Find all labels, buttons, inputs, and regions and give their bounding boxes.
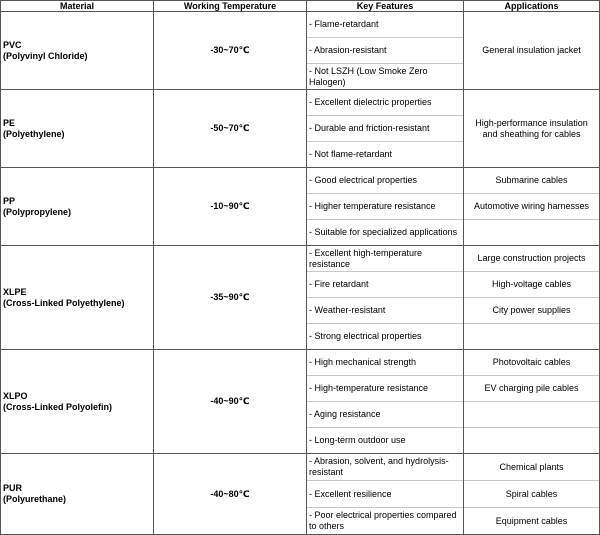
feature-item: - Good electrical properties [307,168,463,194]
feature-item: - Strong electrical properties [309,331,422,341]
feature-item: - Abrasion-resistant [307,38,463,64]
application-item: Large construction projects [464,246,599,272]
application-item [464,324,599,349]
header-applications: Applications [464,0,600,12]
material-cell [0,454,154,535]
applications-cell [464,246,600,350]
features-cell [307,12,464,90]
header-material: Material [0,0,154,12]
features-cell [307,350,464,454]
feature-item: - Excellent high-temperature resistance [307,246,463,272]
temperature-cell: -40~80℃ [154,454,307,535]
header-temperature: Working Temperature [154,0,307,12]
feature-item: - Not LSZH (Low Smoke Zero Halogen) [309,65,428,87]
application-item: Chemical plants [464,454,599,481]
feature-item: - Long-term outdoor use [309,435,406,445]
features-cell [307,168,464,246]
features-cell [307,454,464,535]
feature-item: - Flame-retardant [307,12,463,38]
material-code: PP [3,195,16,206]
applications-cell [464,350,600,454]
header-features: Key Features [307,0,464,12]
material-name: (Cross-Linked Polyethylene) [3,297,125,308]
application-item: High-performance insulation and sheathing for cables [475,117,588,139]
material-name: (Polypropylene) [3,206,72,217]
temperature-cell: -35~90℃ [154,246,307,350]
application-item: City power supplies [464,298,599,324]
feature-item: - Weather-resistant [307,298,463,324]
feature-item: - Aging resistance [307,402,463,428]
applications-cell [464,12,600,90]
material-cell [0,12,154,90]
application-item: EV charging pile cables [464,376,599,402]
temperature-cell: -10~90℃ [154,168,307,246]
material-code: PE [3,117,16,128]
material-code: XLPO [3,390,28,401]
temperature-cell: -40~90℃ [154,350,307,454]
material-code: PVC [3,39,22,50]
material-cell [0,350,154,454]
applications-cell [464,90,600,168]
feature-item: - Suitable for specialized applications [309,227,458,237]
application-item: Submarine cables [464,168,599,194]
features-cell [307,246,464,350]
material-code: XLPE [3,286,27,297]
feature-item: - Higher temperature resistance [307,194,463,220]
features-cell [307,90,464,168]
material-cell [0,90,154,168]
feature-item: - High-temperature resistance [307,376,463,402]
feature-item: - Poor electrical properties compared to others [309,510,457,531]
feature-item: - Excellent dielectric properties [307,90,463,116]
applications-cell [464,168,600,246]
material-cell [0,168,154,246]
material-name: (Polyvinyl Chloride) [3,50,88,61]
application-item: General insulation jacket [482,45,581,55]
application-item: Equipment cables [495,515,568,526]
application-item: Spiral cables [464,481,599,508]
feature-item: - Excellent resilience [307,481,463,508]
application-item [464,428,599,453]
material-name: (Cross-Linked Polyolefin) [3,401,113,412]
application-item: High-voltage cables [464,272,599,298]
applications-cell [464,454,600,535]
application-item: Automotive wiring harnesses [464,194,599,220]
material-name: (Polyethylene) [3,128,65,139]
material-name: (Polyurethane) [3,494,67,504]
application-item [464,402,599,428]
temperature-cell: -50~70℃ [154,90,307,168]
feature-item: - Fire retardant [307,272,463,298]
material-code: PUR [3,483,23,493]
temperature-cell: -30~70℃ [154,12,307,90]
feature-item: - High mechanical strength [307,350,463,376]
feature-item: - Durable and friction-resistant [307,116,463,142]
material-cell [0,246,154,350]
application-item [464,220,599,245]
application-item: Photovoltaic cables [464,350,599,376]
feature-item: - Abrasion, solvent, and hydrolysis-resistant [307,454,463,481]
feature-item: - Not flame-retardant [309,149,393,159]
